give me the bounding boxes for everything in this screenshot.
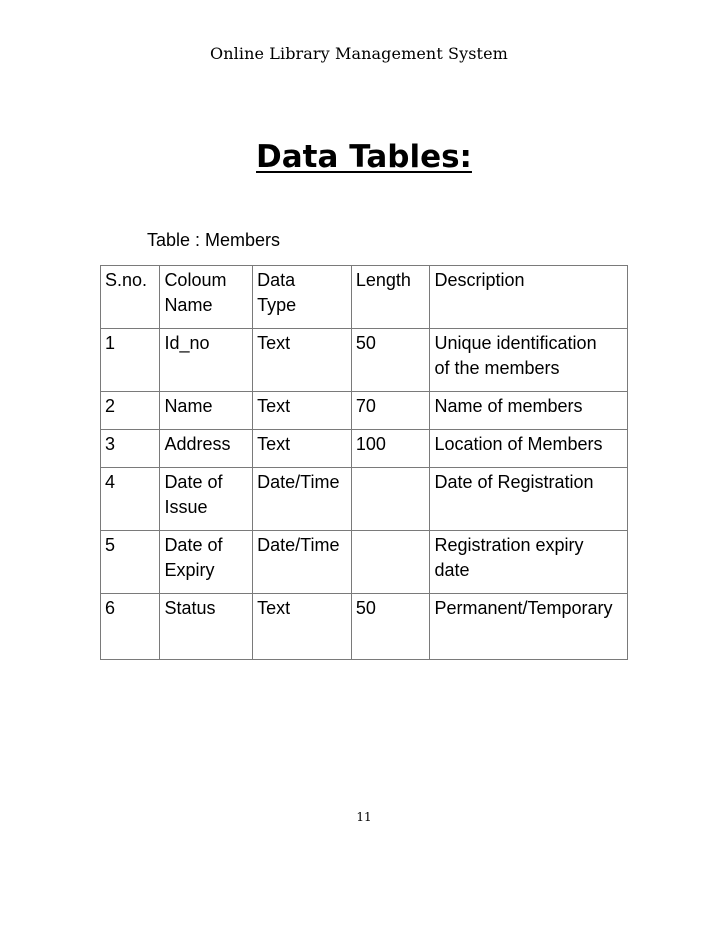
cell-column-name: Address — [160, 430, 253, 468]
header-cell-length: Length — [351, 266, 430, 329]
cell-length — [351, 468, 430, 531]
cell-column-name: Date of Issue — [160, 468, 253, 531]
cell-sno: 6 — [101, 594, 160, 660]
page-title-text: Data Tables: — [256, 139, 472, 175]
cell-column-name: Status — [160, 594, 253, 660]
cell-description: Location of Members — [430, 430, 628, 468]
cell-column-name: Name — [160, 392, 253, 430]
cell-description: Name of members — [430, 392, 628, 430]
table-row — [101, 329, 628, 392]
table-row — [101, 594, 628, 660]
cell-data-type: Text — [253, 430, 352, 468]
table-row — [101, 468, 628, 531]
cell-length — [351, 531, 430, 594]
members-table — [100, 265, 628, 660]
cell-length: 50 — [351, 594, 430, 660]
header-cell-sno: S.no. — [101, 266, 160, 329]
cell-description: Permanent/Temporary — [430, 594, 628, 660]
cell-length: 70 — [351, 392, 430, 430]
cell-sno: 4 — [101, 468, 160, 531]
cell-data-type: Date/Time — [253, 468, 352, 531]
cell-column-name: Id_no — [160, 329, 253, 392]
cell-description: Registration expiry date — [430, 531, 628, 594]
cell-data-type: Date/Time — [253, 531, 352, 594]
cell-data-type: Text — [253, 329, 352, 392]
cell-description: Unique identification of the members — [430, 329, 628, 392]
page-number: 11 — [356, 810, 372, 824]
running-header: Online Library Management System — [210, 44, 508, 63]
cell-sno: 5 — [101, 531, 160, 594]
table-row — [101, 531, 628, 594]
table-caption: Table : Members — [147, 230, 281, 250]
cell-length: 50 — [351, 329, 430, 392]
cell-column-name: Date of Expiry — [160, 531, 253, 594]
cell-sno: 3 — [101, 430, 160, 468]
cell-sno: 1 — [101, 329, 160, 392]
table-row — [101, 392, 628, 430]
table-row — [101, 430, 628, 468]
page-title — [0, 139, 728, 175]
table-header-row — [101, 266, 628, 329]
header-cell-data-type: Data Type — [253, 266, 352, 329]
cell-sno: 2 — [101, 392, 160, 430]
cell-description: Date of Registration — [430, 468, 628, 531]
cell-length: 100 — [351, 430, 430, 468]
header-cell-column-name: Coloum Name — [160, 266, 253, 329]
cell-data-type: Text — [253, 392, 352, 430]
header-cell-description: Description — [430, 266, 628, 329]
cell-data-type: Text — [253, 594, 352, 660]
